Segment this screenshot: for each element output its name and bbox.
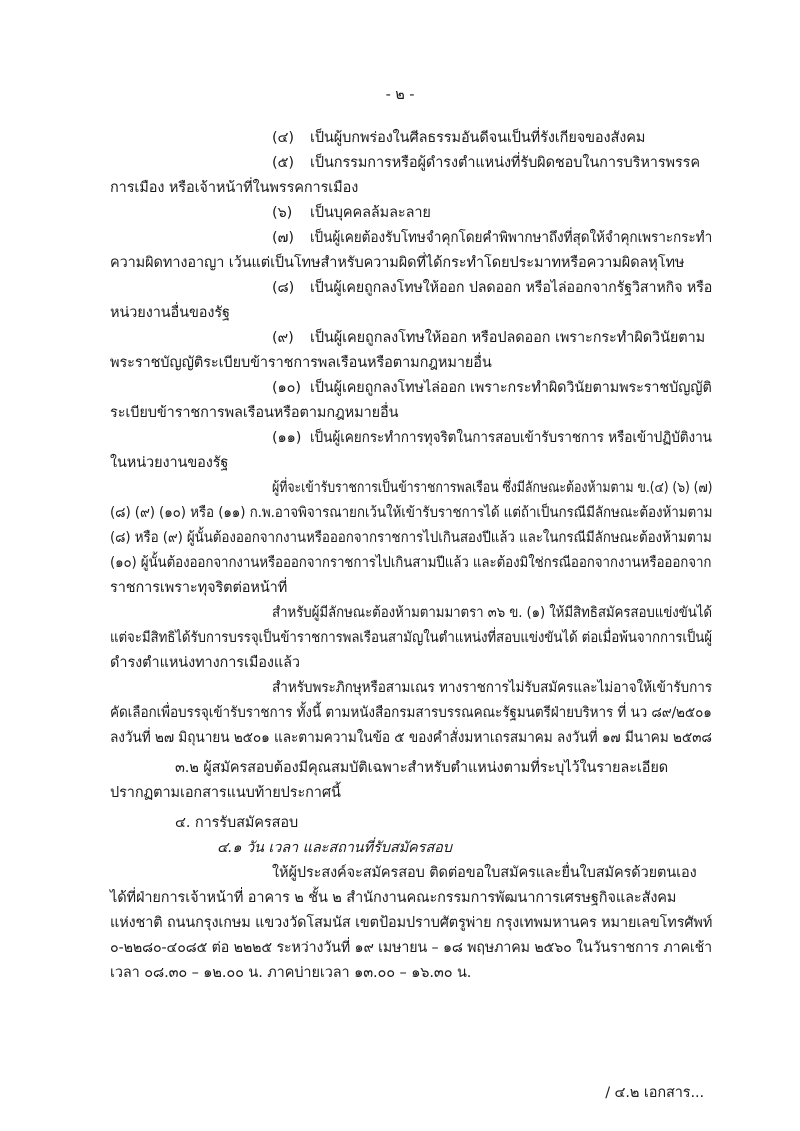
item-num: (๙) xyxy=(272,330,294,346)
item-num: (๕) xyxy=(272,155,294,171)
item-text: เป็นผู้เคยต้องรับโทษจำคุกโดยคำพิพากษาถึงที่สุดให้จำคุกเพราะกระทำ xyxy=(310,230,713,246)
item-text: เป็นบุคคลล้มละลาย xyxy=(310,205,431,221)
page-number: - ๒ - xyxy=(385,87,415,103)
section-3-2-line: ๓.๒ ผู้สมัครสอบต้องมีคุณสมบัติเฉพาะสำหรับตำแหน่งตามที่ระบุไว้ในรายละเอียด xyxy=(175,760,669,776)
item-continuation: การเมือง หรือเจ้าหน้าที่ในพรรคการเมือง xyxy=(110,180,359,196)
item-continuation: ในหน่วยงานของรัฐ xyxy=(110,455,229,471)
paragraph-line: เวลา ๐๘.๓๐ – ๑๒.๐๐ น. ภาคบ่ายเวลา ๑๓.๐๐ – ๑๖.๓๐ น. xyxy=(110,965,472,981)
paragraph-line: ๐-๒๒๘๐-๔๐๘๕ ต่อ ๒๒๒๕ ระหว่างวันที่ ๑๙ เมษายน – ๑๘ พฤษภาคม ๒๕๖๐ ในวันราชการ ภาคเช้า xyxy=(110,940,713,956)
item-continuation: ความผิดทางอาญา เว้นแต่เป็นโทษสำหรับความผิดที่ได้กระทำโดยประมาทหรือความผิดลหุโทษ xyxy=(110,255,685,271)
item-text: เป็นกรรมการหรือผู้ดำรงตำแหน่งที่รับผิดชอบในการบริหารพรรค xyxy=(310,155,700,171)
page-footer: / ๔.๒ เอกสาร... xyxy=(605,1085,704,1101)
paragraph-line: ลงวันที่ ๒๗ มิถุนายน ๒๕๐๑ และตามความในข้อ ๕ ของคำสั่งมหาเถรสมาคม ลงวันที่ ๑๗ มีนาคม ๒๕๓๘ xyxy=(110,730,712,746)
item-text: เป็นผู้เคยถูกลงโทษให้ออก หรือปลดออก เพราะกระทำผิดวินัยตาม xyxy=(310,330,706,346)
paragraph-line: (๘) หรือ (๙) ผู้นั้นต้องออกจากงานหรือออกจากราชการไปเกินสองปีแล้ว และในกรณีมีลักษณะต้องห้ามตาม xyxy=(110,530,712,546)
item-num: (๗) xyxy=(272,230,294,246)
paragraph-line: ให้ผู้ประสงค์จะสมัครสอบ ติดต่อขอใบสมัครและยื่นใบสมัครด้วยตนเอง xyxy=(272,865,697,881)
paragraph-line: ผู้ที่จะเข้ารับราชการเป็นข้าราชการพลเรือน ซึ่งมีลักษณะต้องห้ามตาม ข.(๔) (๖) (๗) xyxy=(272,480,713,496)
item-num: (๑๑) xyxy=(272,430,302,446)
item-text: เป็นผู้เคยถูกลงโทษไล่ออก เพราะกระทำผิดวินัยตามพระราชบัญญัติ xyxy=(310,380,712,396)
item-num: (๔) xyxy=(272,130,294,146)
paragraph-line: แต่จะมีสิทธิได้รับการบรรจุเป็นข้าราชการพลเรือนสามัญในตำแหน่งที่สอบแข่งขันได้ ต่อเมื่อพ้นจากการเป็นผู้ xyxy=(110,630,712,646)
item-num: (๘) xyxy=(272,280,295,296)
item-continuation: หน่วยงานอื่นของรัฐ xyxy=(110,305,230,321)
item-text: เป็นผู้บกพร่องในศีลธรรมอันดีจนเป็นที่รังเกียจของสังคม xyxy=(310,130,646,146)
paragraph-line: ดำรงตำแหน่งทางการเมืองแล้ว xyxy=(110,655,300,671)
paragraph-line: (๘) (๙) (๑๐) หรือ (๑๑) ก.พ.อาจพิจารณายกเว้นให้เข้ารับราชการได้ แต่ถ้าเป็นกรณีมีลักษณะต้องห้ามตาม xyxy=(110,505,713,521)
paragraph-line: สำหรับผู้มีลักษณะต้องห้ามตามมาตรา ๓๖ ข. (๑) ให้มีสิทธิสมัครสอบแข่งขันได้ xyxy=(272,605,712,621)
item-num: (๑๐) xyxy=(272,380,301,396)
paragraph-line: แห่งชาติ ถนนกรุงเกษม แขวงวัดโสมนัส เขตป้อมปราบศัตรูพ่าย กรุงเทพมหานคร หมายเลขโทรศัพท์ xyxy=(110,915,713,931)
section-4-title: ๔. การรับสมัครสอบ xyxy=(175,815,299,831)
section-4-1-title: ๔.๑ วัน เวลา และสถานที่รับสมัครสอบ xyxy=(217,840,452,856)
section-3-2-line: ปรากฏตามเอกสารแนบท้ายประกาศนี้ xyxy=(110,785,341,801)
paragraph-line: (๑๐) ผู้นั้นต้องออกจากงานหรือออกจากราชการไปเกินสามปีแล้ว และต้องมิใช่กรณีออกจากงานหรือออกจาก xyxy=(110,555,712,571)
item-text: เป็นผู้เคยกระทำการทุจริตในการสอบเข้ารับราชการ หรือเข้าปฏิบัติงาน xyxy=(310,430,712,446)
paragraph-line: ราชการเพราะทุจริตต่อหน้าที่ xyxy=(110,580,288,596)
item-text: เป็นผู้เคยถูกลงโทษให้ออก ปลดออก หรือไล่ออกจากรัฐวิสาหกิจ หรือ xyxy=(310,280,713,296)
item-continuation: พระราชบัญญัติระเบียบข้าราชการพลเรือนหรือตามกฎหมายอื่น xyxy=(110,355,492,371)
paragraph-line: สำหรับพระภิกษุหรือสามเณร ทางราชการไม่รับสมัครและไม่อาจให้เข้ารับการ xyxy=(272,680,712,696)
paragraph-line: ได้ที่ฝ่ายการเจ้าหน้าที่ อาคาร ๒ ชั้น ๒ สำนักงานคณะกรรมการพัฒนาการเศรษฐกิจและสังคม xyxy=(110,890,677,906)
paragraph-line: คัดเลือกเพื่อบรรจุเข้ารับราชการ ทั้งนี้ ตามหนังสือกรมสารบรรณคณะรัฐมนตรีฝ่ายบริหาร ที่ นว ๘๙/๒๕๐๑ xyxy=(110,705,712,721)
item-continuation: ระเบียบข้าราชการพลเรือนหรือตามกฎหมายอื่น xyxy=(110,405,399,421)
item-num: (๖) xyxy=(272,205,293,221)
